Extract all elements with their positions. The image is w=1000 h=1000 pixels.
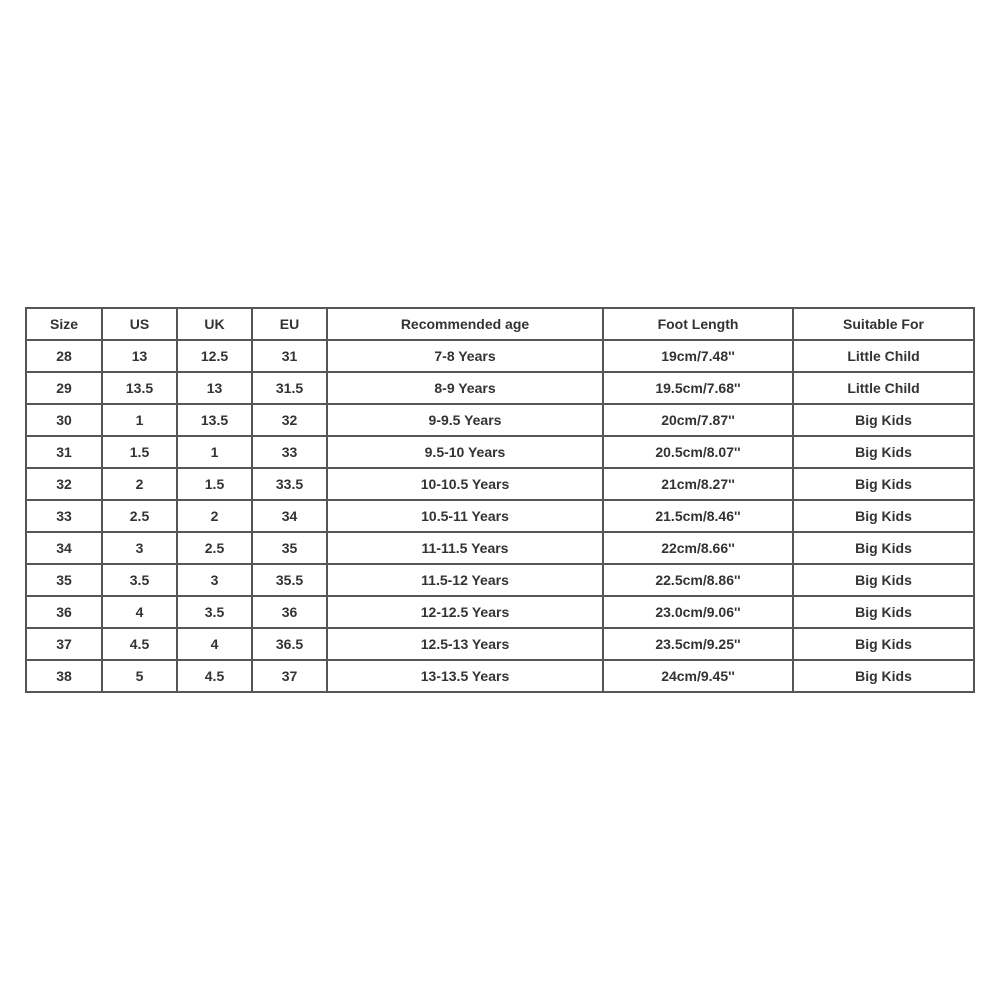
foot-length-cell: 22cm/8.66''	[604, 533, 794, 565]
size-cell: 30	[27, 405, 103, 437]
table-row	[27, 373, 975, 405]
age-cell: 13-13.5 Years	[328, 661, 604, 693]
size-cell: 35	[27, 565, 103, 597]
header-size: Size	[27, 309, 103, 341]
suitable-for-cell: Big Kids	[794, 405, 975, 437]
suitable-for-cell: Big Kids	[794, 597, 975, 629]
age-cell: 9-9.5 Years	[328, 405, 604, 437]
uk-cell: 4	[178, 629, 253, 661]
us-cell: 13.5	[103, 373, 178, 405]
uk-cell: 1.5	[178, 469, 253, 501]
age-cell: 9.5-10 Years	[328, 437, 604, 469]
suitable-for-cell: Little Child	[794, 373, 975, 405]
eu-cell: 34	[253, 501, 328, 533]
size-cell: 32	[27, 469, 103, 501]
us-cell: 5	[103, 661, 178, 693]
header-eu: EU	[253, 309, 328, 341]
eu-cell: 35.5	[253, 565, 328, 597]
us-cell: 3	[103, 533, 178, 565]
us-cell: 2	[103, 469, 178, 501]
suitable-for-cell: Big Kids	[794, 565, 975, 597]
table-row	[27, 597, 975, 629]
age-cell: 10.5-11 Years	[328, 501, 604, 533]
us-cell: 1.5	[103, 437, 178, 469]
foot-length-cell: 20.5cm/8.07''	[604, 437, 794, 469]
us-cell: 4	[103, 597, 178, 629]
us-cell: 1	[103, 405, 178, 437]
foot-length-cell: 23.0cm/9.06''	[604, 597, 794, 629]
age-cell: 11.5-12 Years	[328, 565, 604, 597]
table-row	[27, 469, 975, 501]
suitable-for-cell: Big Kids	[794, 629, 975, 661]
uk-cell: 2	[178, 501, 253, 533]
us-cell: 2.5	[103, 501, 178, 533]
foot-length-cell: 24cm/9.45''	[604, 661, 794, 693]
header-suitable-for: Suitable For	[794, 309, 975, 341]
uk-cell: 12.5	[178, 341, 253, 373]
table-body	[27, 341, 975, 693]
table-row	[27, 661, 975, 693]
size-cell: 38	[27, 661, 103, 693]
table-header-row	[27, 309, 975, 341]
us-cell: 13	[103, 341, 178, 373]
eu-cell: 37	[253, 661, 328, 693]
uk-cell: 4.5	[178, 661, 253, 693]
foot-length-cell: 23.5cm/9.25''	[604, 629, 794, 661]
header-us: US	[103, 309, 178, 341]
eu-cell: 31	[253, 341, 328, 373]
age-cell: 7-8 Years	[328, 341, 604, 373]
eu-cell: 33.5	[253, 469, 328, 501]
header-recommended-age: Recommended age	[328, 309, 604, 341]
table-row	[27, 533, 975, 565]
uk-cell: 3	[178, 565, 253, 597]
suitable-for-cell: Big Kids	[794, 437, 975, 469]
foot-length-cell: 21.5cm/8.46''	[604, 501, 794, 533]
header-uk: UK	[178, 309, 253, 341]
us-cell: 3.5	[103, 565, 178, 597]
eu-cell: 33	[253, 437, 328, 469]
age-cell: 12.5-13 Years	[328, 629, 604, 661]
eu-cell: 31.5	[253, 373, 328, 405]
us-cell: 4.5	[103, 629, 178, 661]
suitable-for-cell: Big Kids	[794, 501, 975, 533]
header-foot-length: Foot Length	[604, 309, 794, 341]
table-row	[27, 501, 975, 533]
foot-length-cell: 19cm/7.48''	[604, 341, 794, 373]
size-cell: 31	[27, 437, 103, 469]
table-row	[27, 629, 975, 661]
age-cell: 12-12.5 Years	[328, 597, 604, 629]
table-row	[27, 565, 975, 597]
foot-length-cell: 21cm/8.27''	[604, 469, 794, 501]
size-chart-table	[25, 307, 975, 693]
table-row	[27, 437, 975, 469]
age-cell: 10-10.5 Years	[328, 469, 604, 501]
suitable-for-cell: Big Kids	[794, 661, 975, 693]
suitable-for-cell: Big Kids	[794, 533, 975, 565]
size-cell: 29	[27, 373, 103, 405]
size-cell: 28	[27, 341, 103, 373]
size-cell: 37	[27, 629, 103, 661]
eu-cell: 35	[253, 533, 328, 565]
foot-length-cell: 20cm/7.87''	[604, 405, 794, 437]
size-cell: 34	[27, 533, 103, 565]
age-cell: 11-11.5 Years	[328, 533, 604, 565]
uk-cell: 13	[178, 373, 253, 405]
table-row	[27, 405, 975, 437]
suitable-for-cell: Little Child	[794, 341, 975, 373]
eu-cell: 36.5	[253, 629, 328, 661]
foot-length-cell: 22.5cm/8.86''	[604, 565, 794, 597]
foot-length-cell: 19.5cm/7.68''	[604, 373, 794, 405]
eu-cell: 36	[253, 597, 328, 629]
uk-cell: 13.5	[178, 405, 253, 437]
eu-cell: 32	[253, 405, 328, 437]
size-cell: 33	[27, 501, 103, 533]
suitable-for-cell: Big Kids	[794, 469, 975, 501]
uk-cell: 2.5	[178, 533, 253, 565]
age-cell: 8-9 Years	[328, 373, 604, 405]
uk-cell: 1	[178, 437, 253, 469]
size-cell: 36	[27, 597, 103, 629]
uk-cell: 3.5	[178, 597, 253, 629]
table-row	[27, 341, 975, 373]
